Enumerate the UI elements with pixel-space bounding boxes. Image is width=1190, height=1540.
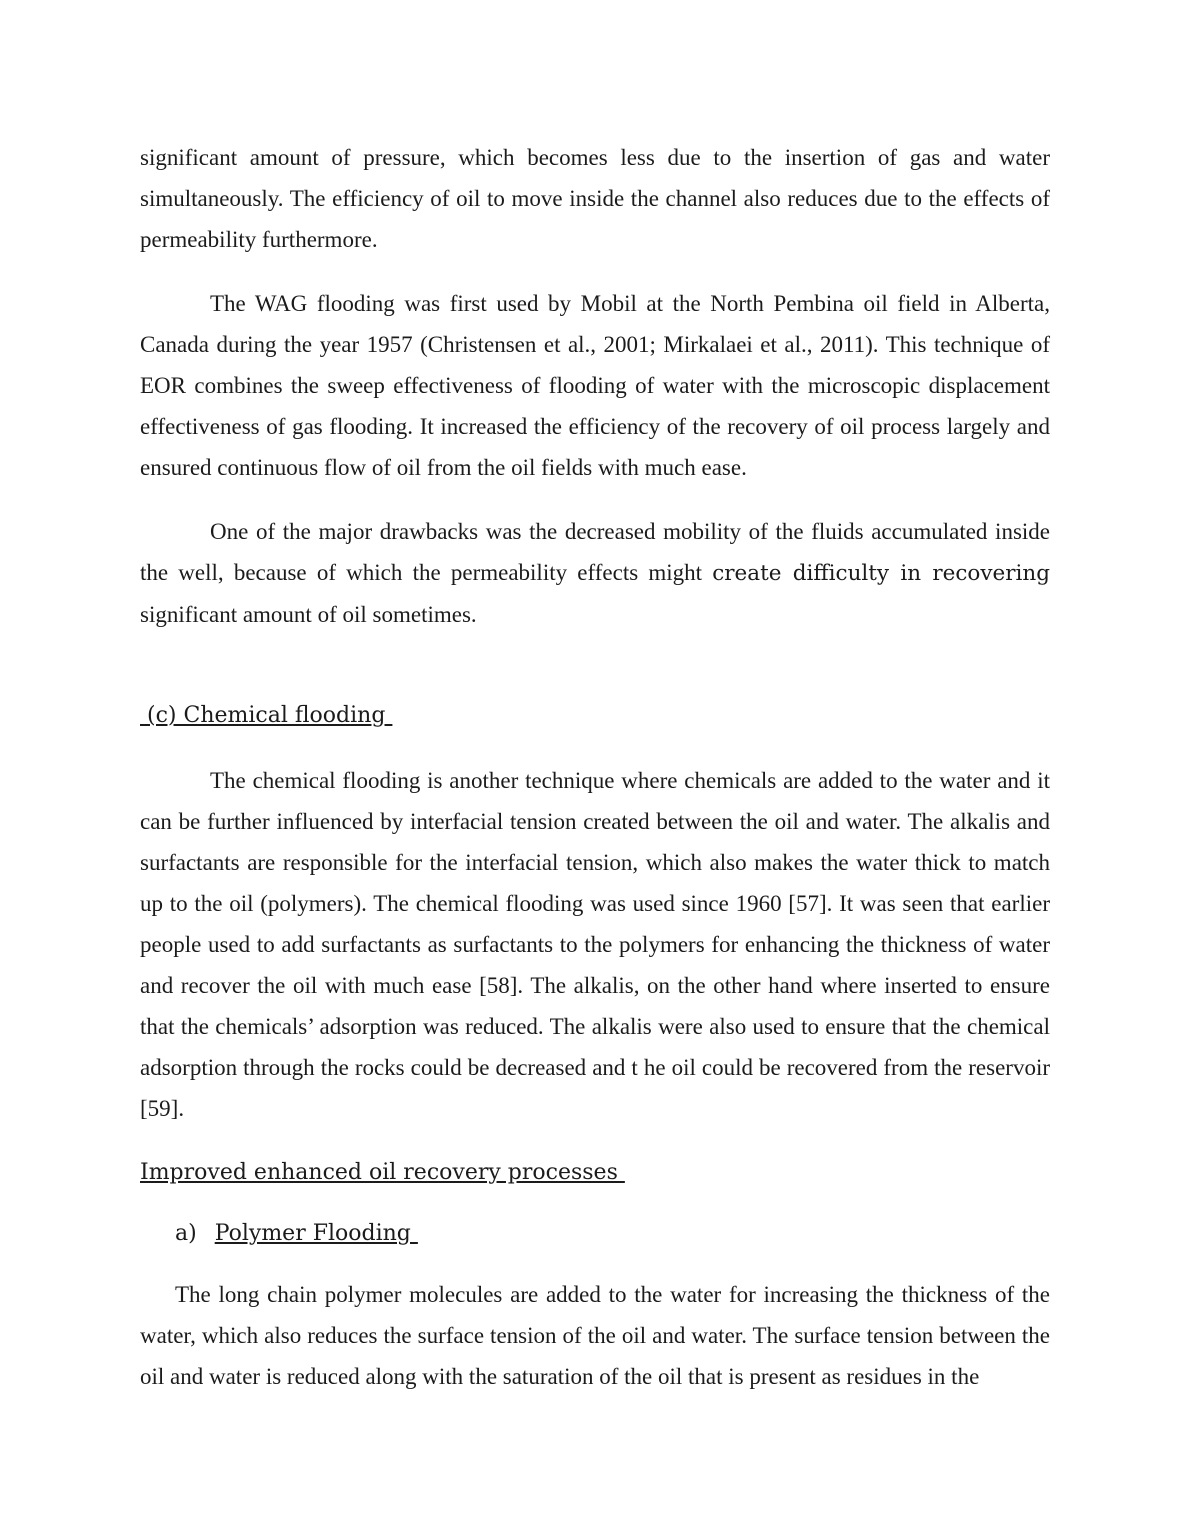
paragraph-chemical-flooding: The chemical flooding is another technique where chemicals are added to the water and it can be further influenced by interfacial tension created between the oil and water. The alkalis and surfactants are responsible for the interfacial tension, which also makes the water thick to match up to the oil (polymers). The chemical flooding was used since 1960 [57]. It was seen that earlier people used to add surfactants as surfactants to the polymers for enhancing the thickness of water and recover the oil with much ease [58]. The alkalis, on the other hand where inserted to ensure that the chemicals’ adsorption was reduced. The alkalis were also used to ensure that the chemical adsorption through the rocks could be decreased and t he oil could be recovered from the reservoir [59]. (140, 768, 1050, 1121)
list-item-polymer-flooding (175, 1213, 1050, 1254)
list-marker: a) (175, 1221, 197, 1246)
paragraph-drawbacks-segment-2: create difficulty in recovering (712, 561, 1050, 586)
heading-improved-eor: Improved enhanced oil recovery processes (140, 1160, 625, 1185)
list-item-label: Polymer Flooding (214, 1221, 418, 1246)
paragraph-drawbacks-segment-3: significant amount of oil sometimes. (140, 602, 477, 627)
heading-chemical-flooding: (c) Chemical flooding (140, 703, 393, 728)
paragraph-drawbacks (140, 511, 1050, 635)
paragraph-pressure: significant amount of pressure, which becomes less due to the insertion of gas and water simultaneously. The efficiency of oil to move inside the channel also reduces due to the effects of permeability furthermore. (140, 145, 1050, 252)
paragraph-polymer-flooding: The long chain polymer molecules are added to the water for increasing the thickness of the water, which also reduces the surface tension of the oil and water. The surface tension between the oil and water is reduced along with the saturation of the oil that is present as residues in the (140, 1282, 1050, 1389)
paragraph-wag-flooding: The WAG flooding was first used by Mobil at the North Pembina oil field in Alberta, Canada during the year 1957 (Christensen et al., 2001; Mirkalaei et al., 2011). This technique of EOR combines the sweep effectiveness of flooding of water with the microscopic displacement effectiveness of gas flooding. It increased the efficiency of the recovery of oil process largely and ensured continuous flow of oil from the oil fields with much ease. (140, 291, 1050, 480)
paragraph-drawbacks-segment-1: One of the major drawbacks was the decreased mobility of the fluids accumulated inside the well, because of which the permeability effects might (140, 519, 1050, 585)
